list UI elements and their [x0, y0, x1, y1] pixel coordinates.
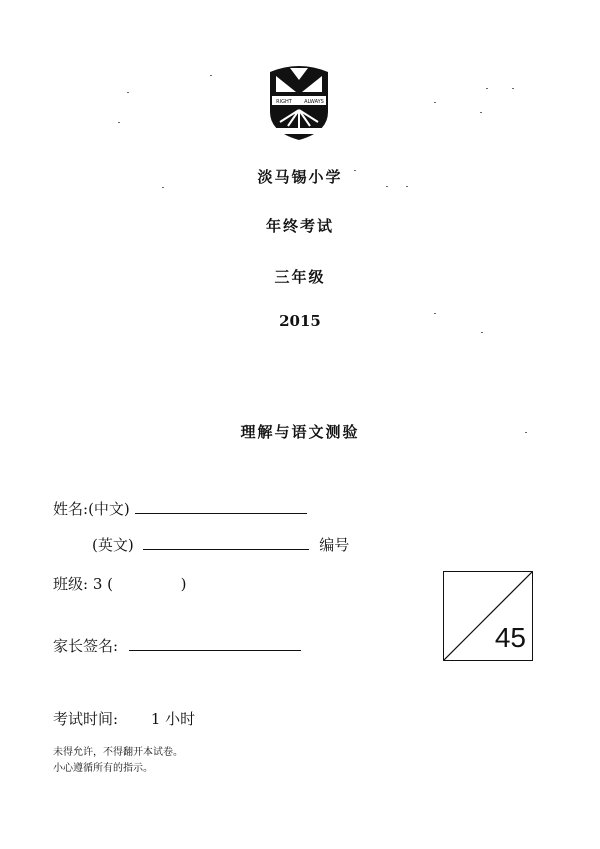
crest-banner-right: ALWAYS — [304, 99, 324, 105]
school-crest-icon — [266, 60, 332, 142]
instruction-2: 小心遵循所有的指示。 — [53, 763, 153, 774]
exam-time-row — [53, 708, 195, 729]
school-name: 淡马锡小学 — [257, 168, 343, 186]
scan-speck — [406, 186, 408, 187]
grade-level: 三年级 — [274, 268, 326, 286]
scan-speck — [512, 88, 514, 89]
name-cn-field[interactable] — [135, 499, 307, 514]
name-row-cn — [53, 498, 307, 519]
index-label: 编号 — [319, 536, 350, 554]
name-row-en — [92, 534, 349, 555]
paper-title: 理解与语文测验 — [240, 423, 360, 441]
crest-banner-left: RIGHT — [276, 99, 292, 105]
scan-speck — [162, 187, 164, 188]
name-label: 姓名: — [53, 500, 89, 518]
scan-speck — [486, 88, 488, 89]
score-total: 45 — [494, 622, 526, 653]
class-label: 班级: — [53, 575, 89, 593]
scan-speck — [127, 92, 129, 93]
parent-signature-field[interactable] — [129, 636, 301, 651]
scan-speck — [386, 186, 388, 187]
instructions — [53, 745, 183, 777]
class-value: 3 ( — [92, 575, 114, 593]
instruction-1: 未得允许，不得翻开本试卷。 — [53, 747, 183, 758]
scan-speck — [210, 75, 212, 76]
score-box — [443, 571, 533, 661]
name-cn-label: (中文) — [88, 500, 130, 518]
exam-time-label: 考试时间: — [53, 710, 119, 728]
name-en-label: (英文) — [92, 536, 134, 554]
name-en-field[interactable] — [143, 535, 309, 550]
class-row — [53, 573, 186, 594]
parent-signature-row — [53, 635, 301, 656]
exam-name: 年终考试 — [265, 217, 334, 235]
school-crest — [266, 60, 332, 142]
class-close: ) — [180, 575, 187, 593]
scan-speck — [434, 313, 436, 314]
exam-time-value: 1 小时 — [150, 710, 196, 728]
scan-speck — [354, 170, 356, 171]
parent-signature-label: 家长签名: — [53, 637, 119, 655]
scan-speck — [525, 432, 527, 433]
scan-speck — [118, 122, 120, 123]
exam-year: 2015 — [279, 312, 321, 330]
scan-speck — [480, 112, 482, 113]
scan-speck — [434, 102, 436, 103]
scan-speck — [481, 332, 483, 333]
